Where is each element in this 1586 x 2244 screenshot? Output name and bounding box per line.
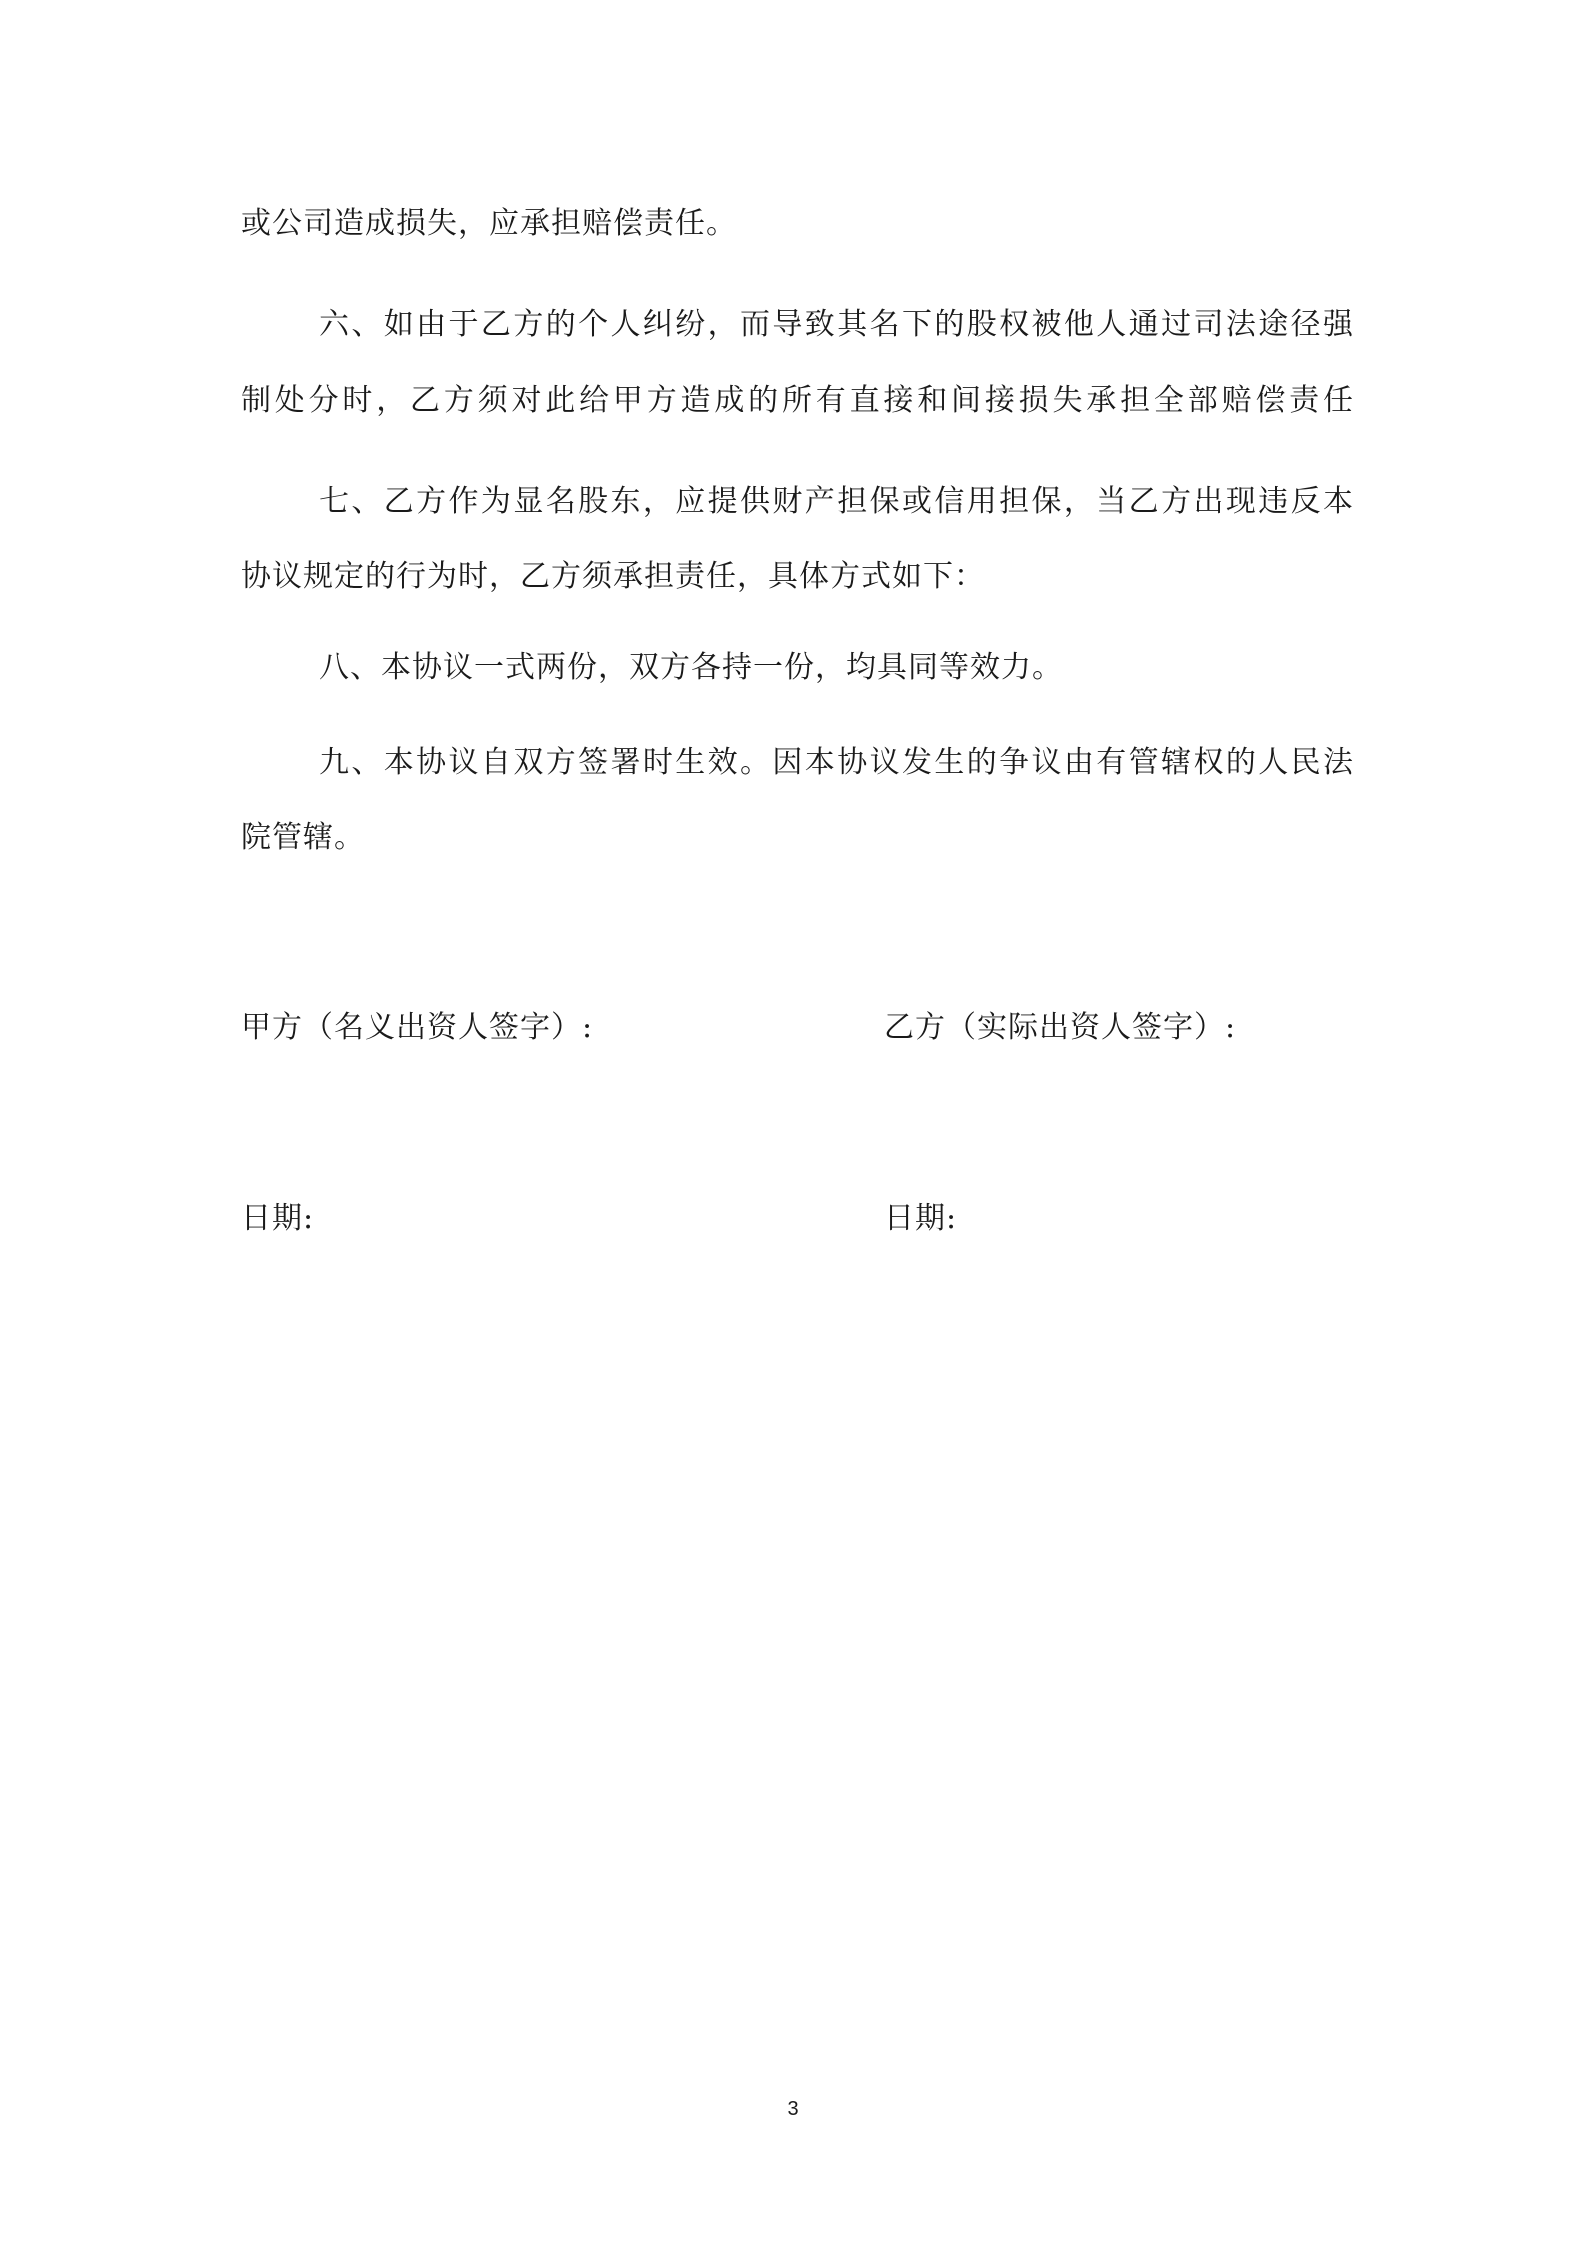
page-number: 3: [787, 2098, 799, 2120]
party-a-signature-label: 甲方（名义出资人签字）:: [241, 1010, 594, 1045]
party-b-date-label: 日期:: [884, 1201, 958, 1236]
paragraph-8-line-1: 八、本协议一式两份，双方各持一份，均具同等效力。: [319, 650, 1063, 685]
paragraph-9-line-2: 院管辖。: [241, 820, 365, 855]
paragraph-6-line-1: 六、如由于乙方的个人纠纷，而导致其名下的股权被他人通过司法途径强: [319, 307, 1353, 342]
paragraph-6-line-2: 制处分时，乙方须对此给甲方造成的所有直接和间接损失承担全部赔偿责任: [241, 383, 1353, 418]
paragraph-7-line-1: 七、乙方作为显名股东，应提供财产担保或信用担保，当乙方出现违反本: [319, 484, 1353, 519]
paragraph-5-tail-line-1: 或公司造成损失，应承担赔偿责任。: [241, 206, 737, 241]
party-b-signature-label: 乙方（实际出资人签字）:: [884, 1010, 1237, 1045]
paragraph-7-line-2: 协议规定的行为时，乙方须承担责任，具体方式如下：: [241, 559, 985, 594]
paragraph-9-line-1: 九、本协议自双方签署时生效。因本协议发生的争议由有管辖权的人民法: [319, 745, 1353, 780]
party-a-date-label: 日期:: [241, 1201, 315, 1236]
